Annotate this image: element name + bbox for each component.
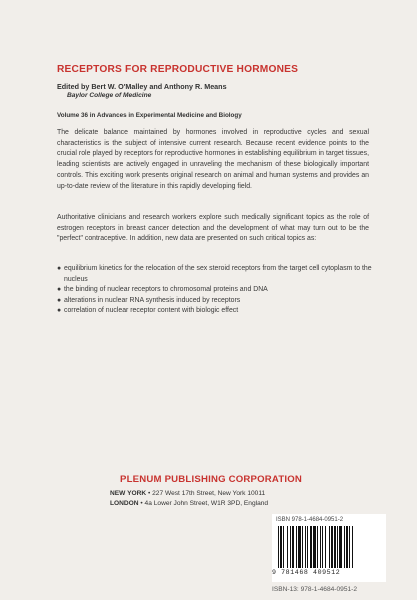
- list-item: ● correlation of nuclear receptor content with biologic effect: [57, 306, 372, 317]
- series-volume: Volume 36 in Advances in Experimental Medicine and Biology: [57, 112, 242, 119]
- isbn-label-top: ISBN 978-1-4684-0951-2: [276, 517, 344, 523]
- bullet-icon: ●: [57, 265, 62, 272]
- bullet-icon: ●: [57, 296, 62, 304]
- description-paragraph-2: Authoritative clinicians and research workers explore such medically significant topics as the role of estrogen receptors in breast cancer detection and the development of what may turn out to be the "perfect" contraceptive. In addition, new data are presented on such critical topics as:: [57, 214, 369, 243]
- publisher-block: [110, 474, 350, 508]
- topics-list: [57, 264, 372, 317]
- bullet-icon: ●: [57, 286, 62, 294]
- barcode-icon: [276, 526, 382, 568]
- description-paragraph-1: The delicate balance maintained by hormones involved in reproductive cycles and sexual characteristics is the subject of intensive current research. Because recent evidence points to the crucial role played by receptors for reproductive hormones in establishing equilibrium in target tissues, leading scientists are actively engaged in unraveling the mechanism of these biologically important controls. This exciting work presents original research on animal and human systems and provides an up-to-date review of the literature in this rapidly developing field.: [57, 129, 369, 190]
- bullet-icon: ●: [57, 307, 62, 315]
- publisher-name: PLENUM PUBLISHING CORPORATION: [120, 474, 303, 485]
- list-item: ● alterations in nuclear RNA synthesis induced by receptors: [57, 296, 372, 307]
- book-title: RECEPTORS FOR REPRODUCTIVE HORMONES: [57, 64, 299, 75]
- isbn-13-label: ISBN-13: 978-1-4684-0951-2: [272, 586, 358, 593]
- editors-line: Edited by Bert W. O'Malley and Anthony R. Means: [57, 82, 227, 91]
- publisher-address-london: LONDON • 4a Lower John Street, W1R 3PD, England: [110, 499, 269, 507]
- barcode-digits: 9 781468 409512: [272, 569, 341, 576]
- affiliation: Baylor College of Medicine: [67, 92, 152, 99]
- list-item: ● the binding of nuclear receptors to chromosomal proteins and DNA: [57, 285, 372, 296]
- barcode-box: [272, 514, 386, 582]
- list-item: ● equilibrium kinetics for the relocation of the sex steroid receptors from the target cell cytoplasm to the nucleus: [57, 265, 372, 283]
- publisher-address-ny: NEW YORK • 227 West 17th Street, New York 10011: [110, 490, 266, 497]
